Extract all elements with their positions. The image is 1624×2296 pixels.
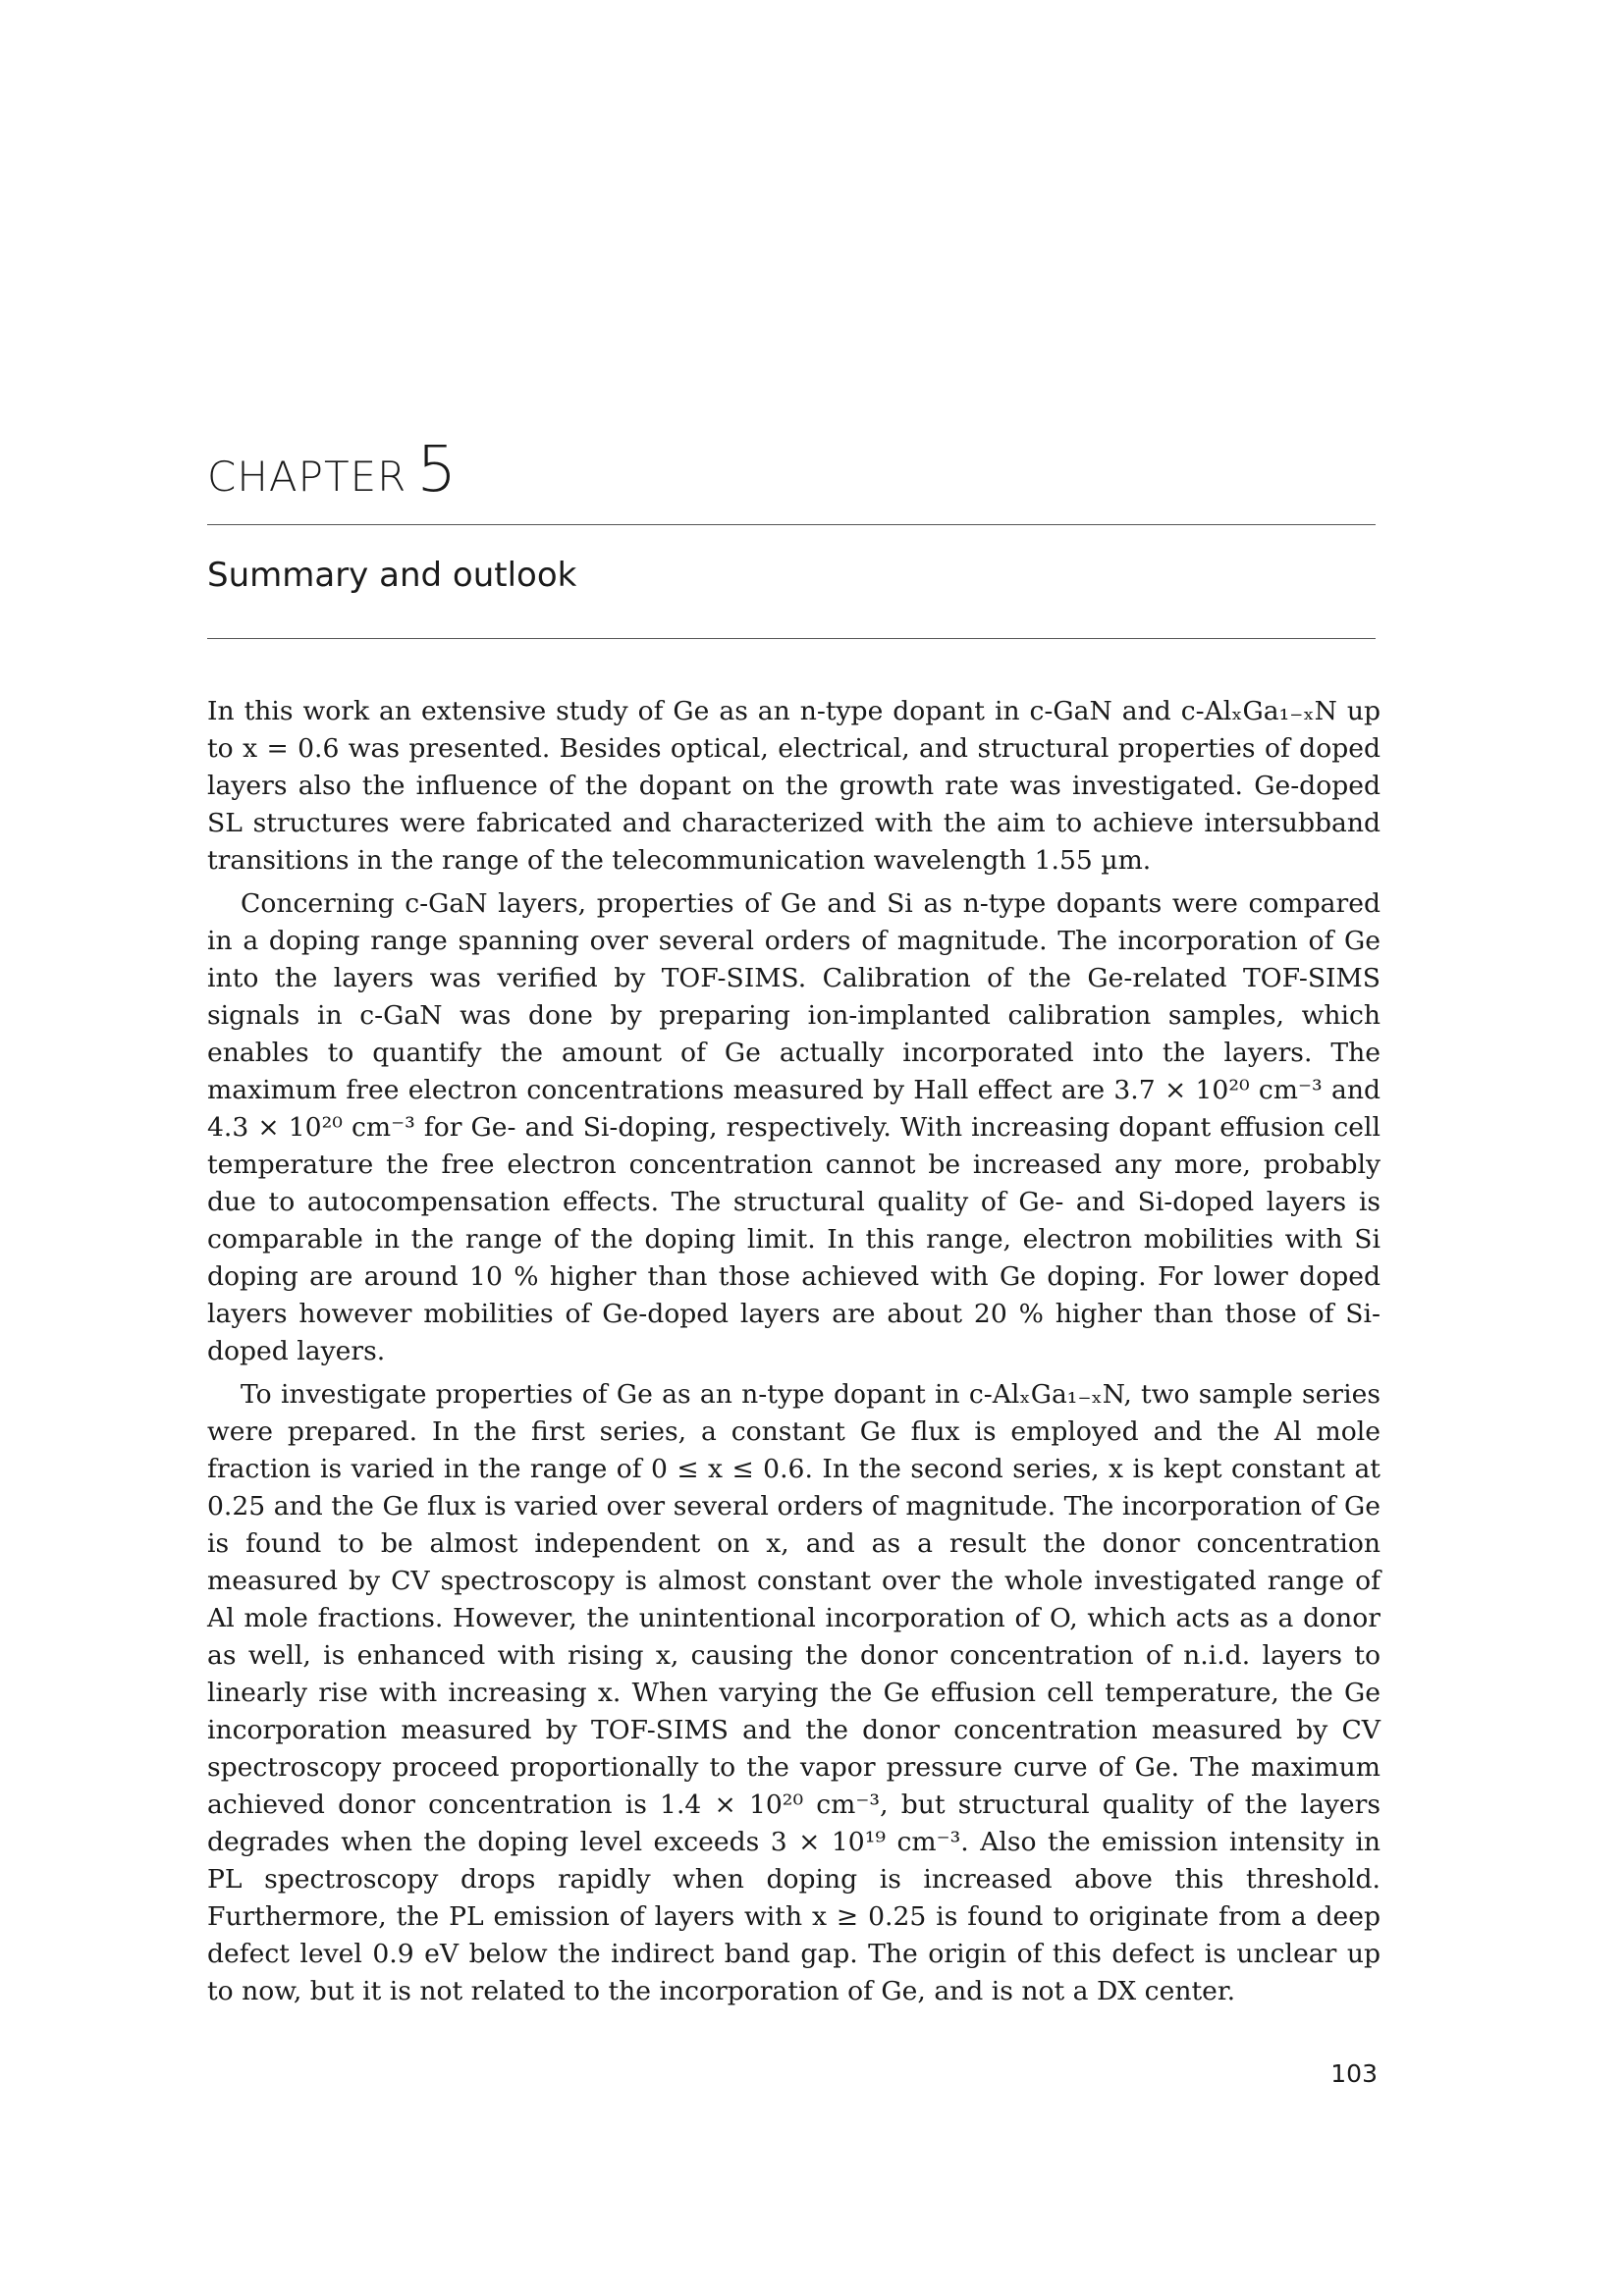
chapter-label: CHAPTER [207,453,407,501]
page-number: 103 [1330,2059,1378,2088]
chapter-title: Summary and outlook [207,556,577,595]
paragraph-cgan: Concerning c-GaN layers, properties of Ge and Si as n-type dopants were compared in a doping range spanning over several orders of magnitude. The incorporation of Ge into the layers was verified by TOF-SIMS. Calibration of the Ge-related TOF-SIMS signals in c-GaN was done by preparing ion-implanted calibration samples, which enables to quantify the amount of Ge actually incorporated into the layers. The maximum free electron concentrations measured by Hall effect are 3.7 × 10²⁰ cm⁻³ and 4.3 × 10²⁰ cm⁻³ for Ge- and Si-doping, respectively. With increasing dopant effusion cell temperature the free electron concentration cannot be increased any more, probably due to autocompensation effects. The structural quality of Ge- and Si-doped layers is comparable in the range of the doping limit. In this range, electron mobilities with Si doping are around 10 % higher than those achieved with Ge doping. For lower doped layers however mobilities of Ge-doped layers are about 20 % higher than those of Si-doped layers. [207,888,1380,1366]
chapter-number: 5 [416,434,458,507]
chapter-heading [207,434,457,507]
paragraph-intro: In this work an extensive study of Ge as an n-type dopant in c-GaN and c-AlₓGa₁₋ₓN up to x = 0.6 was presented. Besides optical, electrical, and structural properties of doped layers also the influence of the dopant on the growth rate was investigated. Ge-doped SL structures were fabricated and characterized with the aim to achieve intersubband transitions in the range of the telecommunication wavelength 1.55 µm. [207,696,1380,876]
chapter-bottom-rule [207,638,1376,639]
chapter-top-rule [207,524,1376,525]
paragraph-calgan: To investigate properties of Ge as an n-type dopant in c-AlₓGa₁₋ₓN, two sample series were prepared. In the first series, a constant Ge flux is employed and the Al mole fraction is varied in the range of 0 ≤ x ≤ 0.6. In the second series, x is kept constant at 0.25 and the Ge flux is varied over several orders of magnitude. The incorporation of Ge is found to be almost independent on x, and as a result the donor concentration measured by CV spectroscopy is almost constant over the whole investigated range of Al mole fractions. However, the unintentional incorporation of O, which acts as a donor as well, is enhanced with rising x, causing the donor concentration of n.i.d. layers to linearly rise with increasing x. When varying the Ge effusion cell temperature, the Ge incorporation measured by TOF-SIMS and the donor concentration measured by CV spectroscopy proceed proportionally to the vapor pressure curve of Ge. The maximum achieved donor concentration is 1.4 × 10²⁰ cm⁻³, but structural quality of the layers degrades when the doping level exceeds 3 × 10¹⁹ cm⁻³. Also the emission intensity in PL spectroscopy drops rapidly when doping is increased above this threshold. Furthermore, the PL emission of layers with x ≥ 0.25 is found to originate from a deep defect level 0.9 eV below the indirect band gap. The origin of this defect is unclear up to now, but it is not related to the incorporation of Ge, and is not a DX center. [207,1379,1380,2006]
body-text [207,693,1380,2016]
